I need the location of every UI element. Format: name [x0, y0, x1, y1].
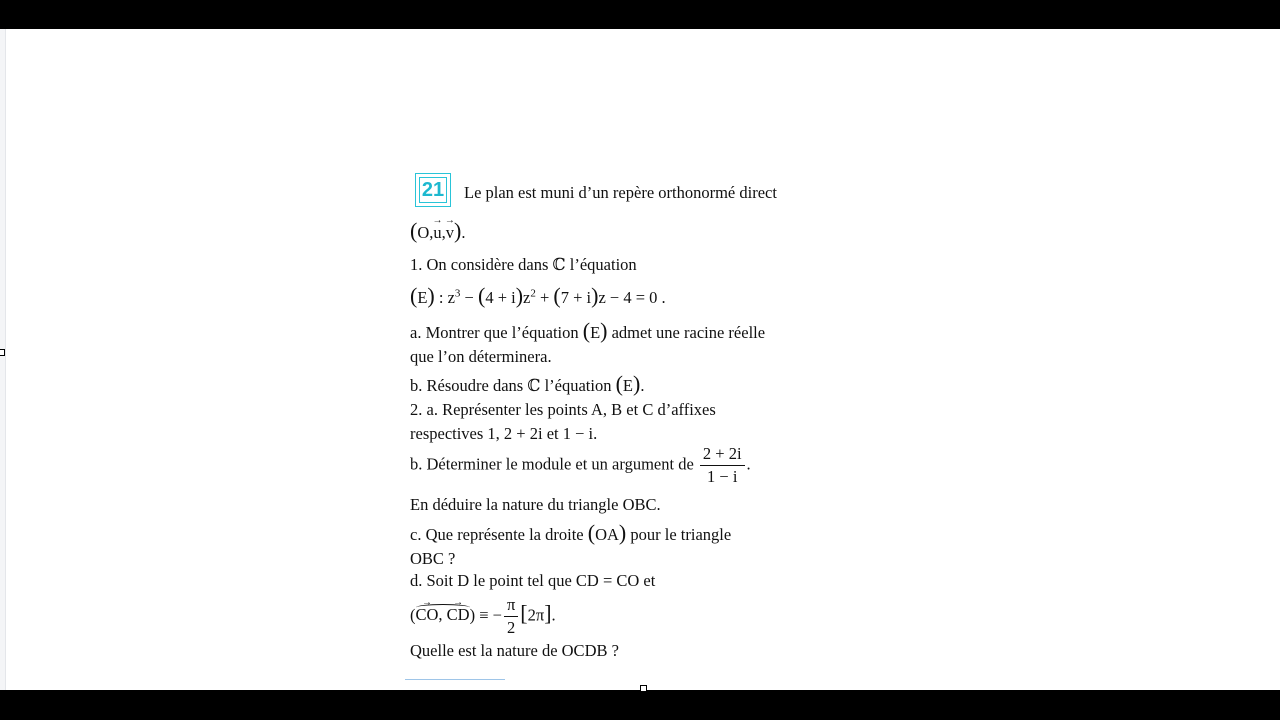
exercise-number-badge — [415, 173, 451, 207]
fraction-numerator: 2 + 2i — [700, 446, 745, 466]
question-2b-line2: En déduire la nature du triangle OBC. — [410, 495, 661, 514]
question-1-intro: 1. On considère dans ℂ l’équation — [410, 255, 637, 274]
question-2c-line2: OBC ? — [410, 549, 456, 568]
fraction — [700, 446, 745, 485]
exercise-number: 21 — [419, 177, 447, 203]
angle-condition: (→ CO, → CD) ≡ − $\frac{\pi}{2}$ [2π]. — [410, 597, 556, 636]
resize-handle-bottom[interactable] — [640, 685, 647, 692]
equation-E: (E) : $z^3 - (4 + i)z^2 + (7 + i)z - 4 = 0$ . — [410, 283, 666, 308]
question-2b-line1: b. Déterminer le module et un argument de $\frac{2 + 2i}{1 - i}$ . — [410, 444, 751, 486]
bottom-underline — [405, 679, 505, 680]
question-2b-text: b. Déterminer le module et un argument de — [410, 454, 694, 474]
exercise-intro: Le plan est muni d’un repère orthonormé direct — [464, 183, 777, 202]
question-1b: b. Résoudre dans ℂ l’équation (E). — [410, 371, 645, 396]
question-2a-line2: respectives 1, 2 + 2i et 1 − i. — [410, 424, 598, 443]
fraction-denominator: 1 − i — [707, 466, 738, 486]
resize-handle-left[interactable] — [0, 349, 5, 356]
question-1a-line2: que l’on déterminera. — [410, 347, 552, 366]
question-2d-line1: d. Soit D le point tel que CD = CO et — [410, 571, 656, 590]
left-border — [0, 29, 6, 690]
question-2d-final: Quelle est la nature de OCDB ? — [410, 641, 619, 660]
question-2a-line1: 2. a. Représenter les points A, B et C d’affixes — [410, 400, 716, 419]
question-1a-line1: a. Montrer que l’équation (E) admet une racine réelle — [410, 318, 766, 343]
document-page — [0, 29, 1280, 690]
frame-notation: (O,→ u,→ v). — [410, 220, 465, 242]
question-2c-line1: c. Que représente la droite (OA) pour le triangle — [410, 520, 732, 545]
